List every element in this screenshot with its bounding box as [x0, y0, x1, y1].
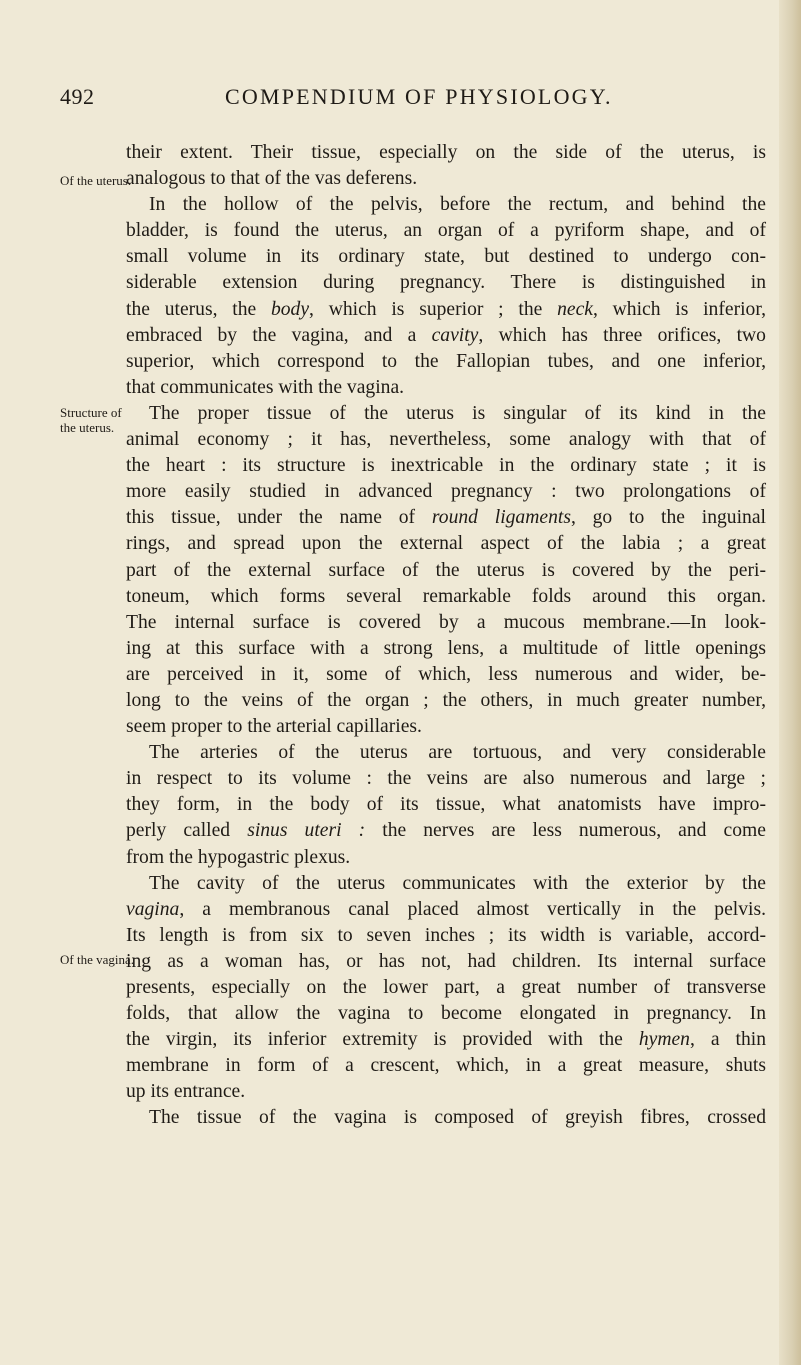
italic-term-neck: neck	[557, 298, 593, 320]
text-line: siderable extension during pregnancy. There is distinguished in	[126, 272, 766, 294]
text-run: , a membranous canal placed almost vertically in the pelvis.	[179, 898, 766, 920]
text-line: long to the veins of the organ ; the others, in much greater number,	[126, 689, 766, 711]
text-line: rings, and spread upon the external aspect of the labia ; a great	[126, 533, 766, 555]
text-run: the uterus, the	[126, 298, 271, 320]
running-head: COMPENDIUM OF PHYSIOLOGY.	[225, 84, 613, 109]
text-line: in respect to its volume : the veins are also numerous and large ;	[126, 768, 766, 790]
text-line: In the hollow of the pelvis, before the rectum, and behind the	[149, 194, 766, 216]
text-line	[126, 897, 766, 923]
text-line: the heart : its structure is inextricable in the ordinary state ; it is	[126, 455, 766, 477]
page-number: 492	[60, 84, 95, 109]
text-line: that communicates with the vagina.	[126, 376, 405, 398]
text-run: , which is superior ; the	[309, 298, 558, 320]
italic-term-cavity: cavity	[431, 324, 479, 346]
text-run: the nerves are less numerous, and come	[365, 820, 766, 842]
text-line: presents, especially on the lower part, a great number of transverse	[126, 977, 766, 998]
text-line: The tissue of the vagina is composed of greyish fibres, crossed	[149, 1107, 766, 1129]
body-text	[126, 140, 766, 1132]
text-line: ing at this surface with a strong lens, a multitude of little openings	[126, 637, 766, 659]
text-line: The arteries of the uterus are tortuous, and very considerable	[149, 742, 766, 764]
text-run: this tissue, under the name of	[126, 507, 432, 529]
text-line: bladder, is found the uterus, an organ of a pyriform shape, and of	[126, 220, 766, 242]
text-run: , which is inferior,	[592, 298, 766, 320]
text-line: analogous to that of the vas deferens.	[126, 168, 418, 190]
text-line	[126, 323, 766, 349]
text-line: animal economy ; it has, nevertheless, some analogy with that of	[126, 429, 766, 451]
text-line: superior, which correspond to the Fallopian tubes, and one inferior,	[126, 350, 766, 372]
text-run: embraced by the vagina, and a	[126, 324, 432, 346]
text-line: The internal surface is covered by a mucous membrane.—In look-	[126, 611, 766, 633]
italic-term-round-ligaments: round ligaments	[431, 507, 571, 529]
text-line: their extent. Their tissue, especially on the side of the uterus, is	[126, 142, 766, 163]
text-line: membrane in form of a crescent, which, in a great measure, shuts	[126, 1055, 766, 1077]
margin-note-vagina: Of the vagina.	[60, 952, 135, 967]
text-line	[126, 818, 766, 844]
text-line: The proper tissue of the uterus is singular of its kind in the	[149, 402, 766, 424]
text-line: they form, in the body of its tissue, what anatomists have impro-	[126, 794, 766, 816]
text-run: , a thin	[689, 1029, 766, 1051]
text-line	[126, 297, 766, 323]
text-line: The cavity of the uterus communicates with the exterior by the	[149, 872, 766, 894]
text-run: , which has three orifices, two	[478, 324, 766, 346]
text-line	[126, 1027, 766, 1053]
page-header	[60, 84, 750, 116]
text-line: more easily studied in advanced pregnancy : two prolongations of	[126, 481, 766, 503]
text-line: up its entrance.	[126, 1081, 246, 1103]
text-run: , go to the inguinal	[570, 507, 766, 529]
margin-note-structure-1: Structure of	[60, 405, 122, 420]
text-line: ing as a woman has, or has not, had children. Its internal surface	[126, 950, 766, 972]
italic-term-hymen: hymen	[638, 1029, 690, 1051]
italic-term-body: body	[270, 298, 310, 320]
text-line	[126, 505, 766, 531]
italic-term-sinus-uteri: sinus uteri :	[247, 820, 366, 842]
text-line: are perceived in it, some of which, less numerous and wider, be-	[126, 663, 766, 685]
italic-term-vagina: vagina	[126, 898, 180, 920]
margin-note-uterus: Of the uterus.	[60, 173, 132, 188]
text-line: from the hypogastric plexus.	[126, 846, 351, 868]
text-line: Its length is from six to seven inches ; its width is variable, accord-	[126, 924, 766, 946]
text-line: toneum, which forms several remarkable folds around this organ.	[126, 585, 766, 607]
text-run: the virgin, its inferior extremity is provided with the	[126, 1029, 639, 1051]
text-line: small volume in its ordinary state, but destined to undergo con-	[126, 246, 766, 268]
text-line: part of the external surface of the uterus is covered by the peri-	[126, 559, 766, 581]
text-line: seem proper to the arterial capillaries.	[126, 716, 422, 738]
text-run: perly called	[126, 820, 248, 842]
margin-note-structure-2: the uterus.	[60, 420, 115, 435]
page-edge-shadow	[779, 0, 801, 1365]
text-line: folds, that allow the vagina to become elongated in pregnancy. In	[126, 1003, 766, 1025]
